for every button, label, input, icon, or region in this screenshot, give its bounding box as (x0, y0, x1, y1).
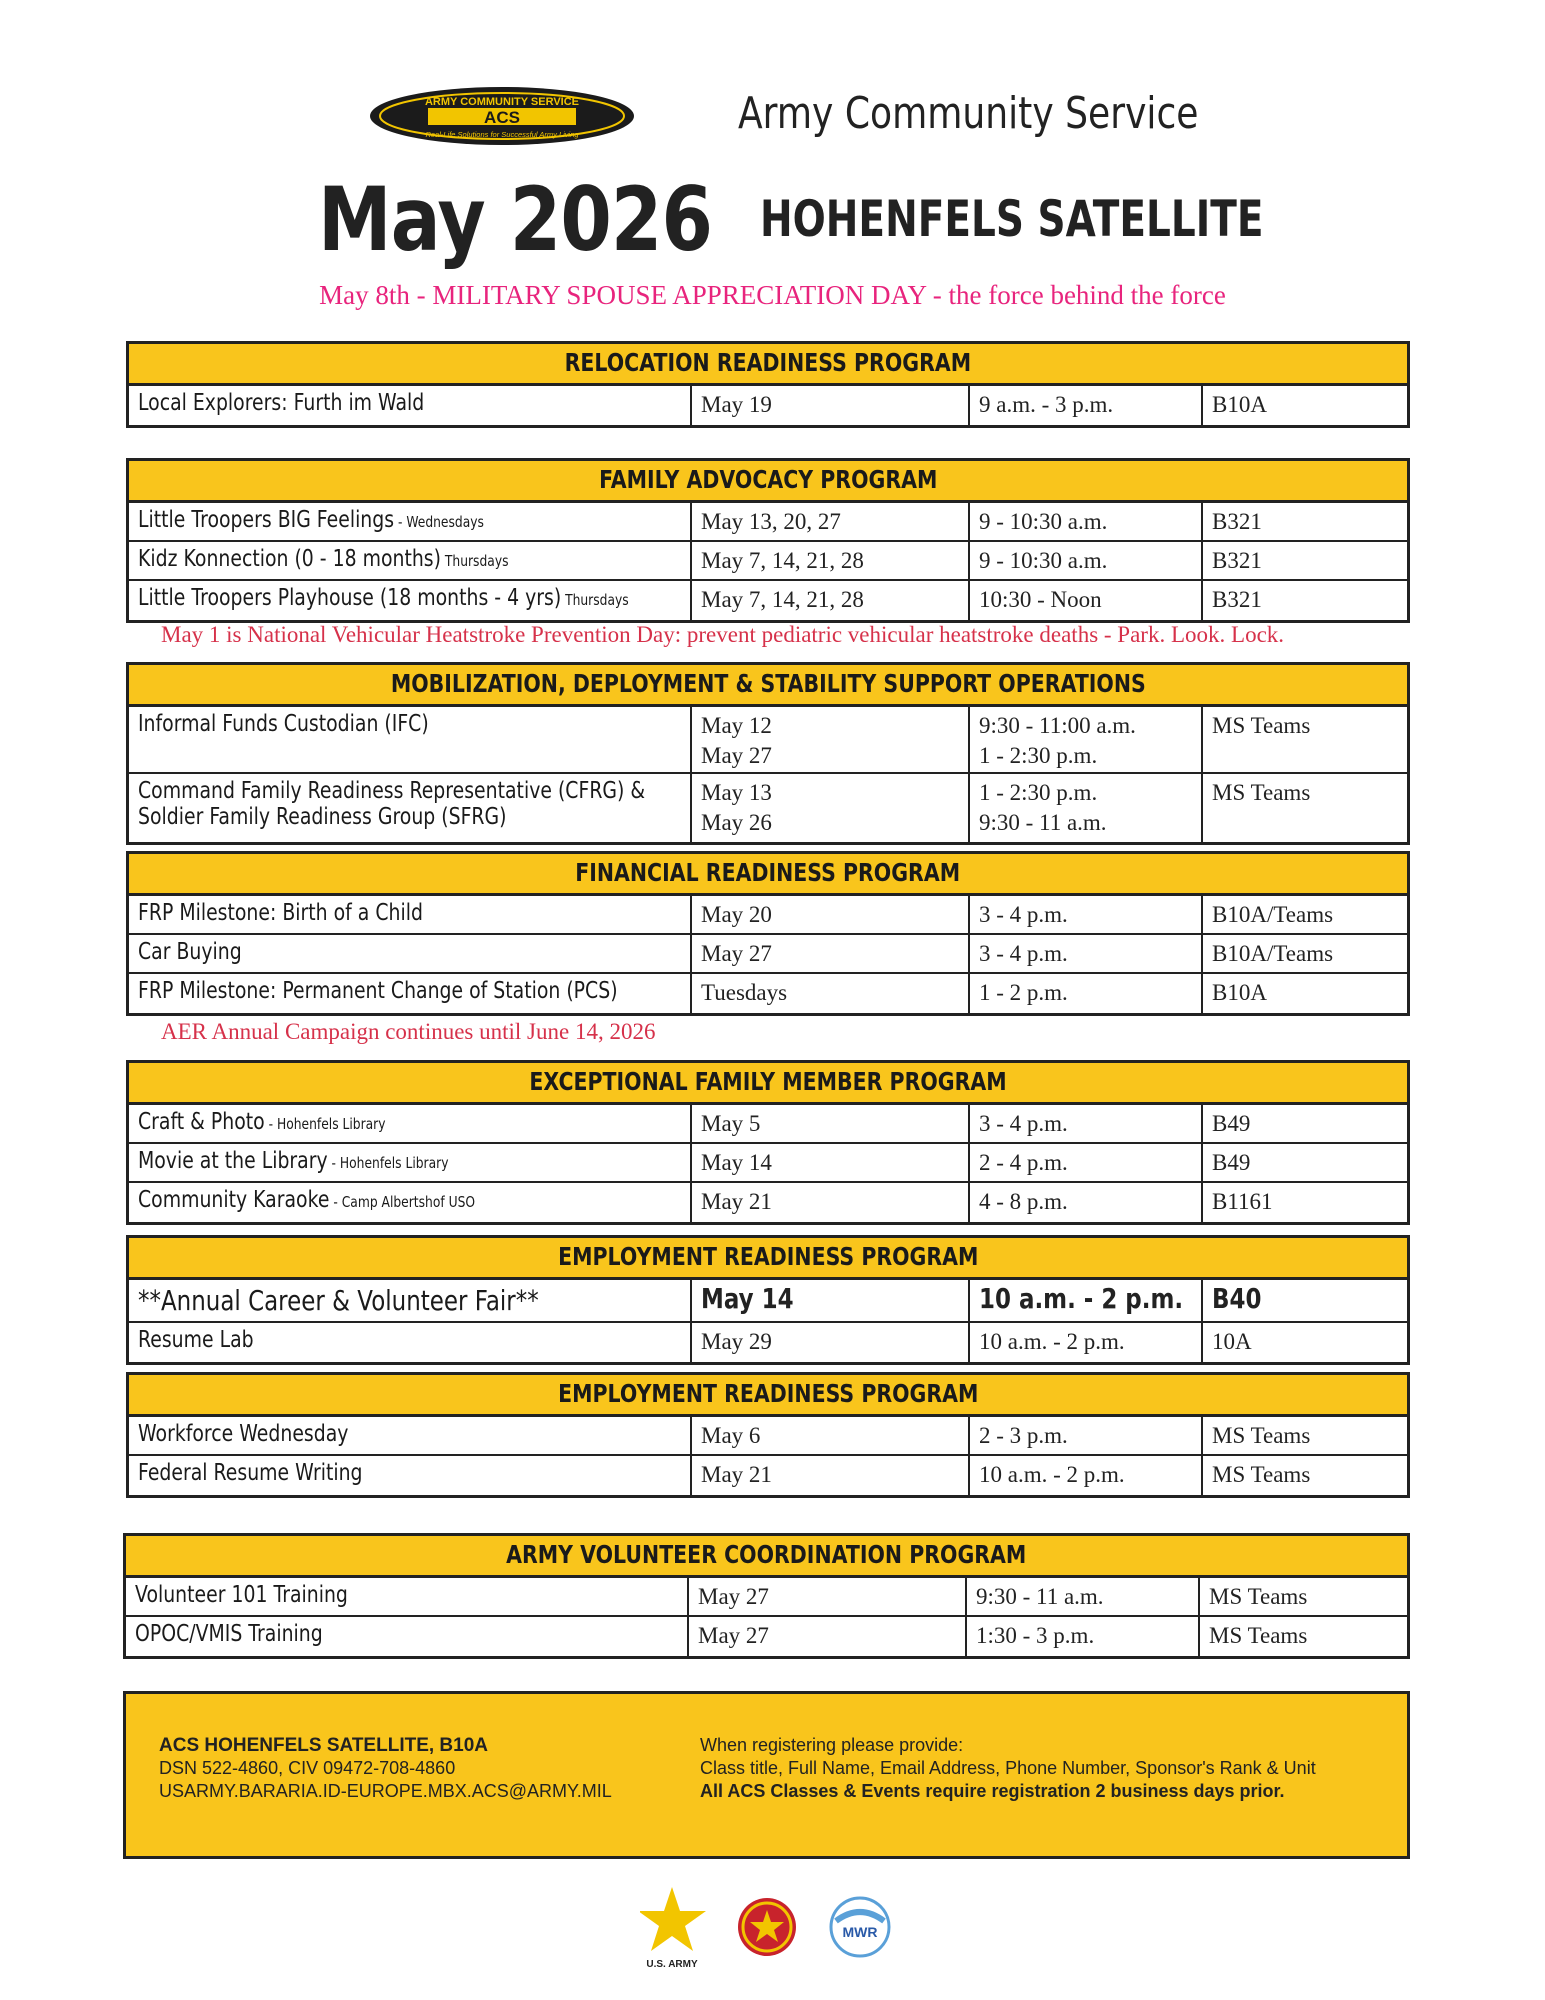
date-cell: May 27 (689, 1617, 967, 1656)
date-cell: May 21 (692, 1456, 970, 1495)
table-row (129, 1280, 1407, 1323)
table-row (129, 386, 1407, 425)
time-cell: 1 - 2:30 p.m. 9:30 - 11 a.m. (970, 774, 1203, 842)
event-cell: Volunteer 101 Training (126, 1578, 689, 1615)
email-address[interactable]: USARMY.BARARIA.ID-EUROPE.MBX.ACS@ARMY.MIL (159, 1781, 612, 1801)
table-row (129, 581, 1407, 620)
location-cell: MS Teams (1212, 1462, 1311, 1487)
date-cell: May 14 (692, 1144, 970, 1181)
family-advocacy-table (126, 458, 1410, 623)
location-cell: MS Teams (1212, 1423, 1311, 1448)
section-header: MOBILIZATION, DEPLOYMENT & STABILITY SUPPORT OPERATIONS (129, 665, 1407, 707)
logo-top-text: ARMY COMMUNITY SERVICE (424, 96, 580, 108)
table-row (129, 1456, 1407, 1495)
army-caption: U.S. ARMY (646, 1959, 698, 1970)
location-cell: B49 (1212, 1150, 1251, 1175)
financial-table (126, 851, 1410, 1016)
location-cell: B321 (1212, 509, 1262, 534)
table-row (126, 1578, 1407, 1617)
registration-block (700, 1734, 1316, 1803)
location-cell: B10A/Teams (1212, 902, 1334, 927)
register-fields: Class title, Full Name, Email Address, Phone Number, Sponsor's Rank & Unit (700, 1758, 1316, 1778)
mobilization-table (126, 662, 1410, 845)
event-cell: Craft & Photo - Hohenfels Library (129, 1105, 692, 1142)
office-name: ACS HOHENFELS SATELLITE, B10A (159, 1735, 489, 1756)
date-cell: May 12 May 27 (692, 707, 970, 772)
bottom-logos (640, 1885, 910, 2000)
table-row (129, 1323, 1407, 1362)
event-cell: Command Family Readiness Representative (CFRG) & Soldier Family Readiness Group (SFRG) (129, 774, 692, 842)
volunteer-table (123, 1533, 1410, 1659)
time-cell: 9:30 - 11:00 a.m. 1 - 2:30 p.m. (970, 707, 1203, 772)
event-cell: **Annual Career & Volunteer Fair** (129, 1280, 692, 1321)
event-cell: Federal Resume Writing (129, 1456, 692, 1495)
section-header: RELOCATION READINESS PROGRAM (129, 344, 1407, 386)
event-cell: Resume Lab (129, 1323, 692, 1362)
time-cell: 3 - 4 p.m. (970, 935, 1203, 972)
phone-numbers: DSN 522-4860, CIV 09472-708-4860 (159, 1758, 456, 1778)
time-cell: 10:30 - Noon (970, 581, 1203, 620)
event-cell: Little Troopers Playhouse (18 months - 4 yrs) Thursdays (129, 581, 692, 620)
imcom-crest-icon (738, 1898, 796, 1956)
time-cell: 3 - 4 p.m. (970, 896, 1203, 933)
aer-campaign-note: AER Annual Campaign continues until June 14, 2026 (161, 1019, 656, 1044)
time-cell: 1:30 - 3 p.m. (967, 1617, 1200, 1656)
mwr-logo-icon (831, 1898, 889, 1956)
date-cell: May 7, 14, 21, 28 (692, 581, 970, 620)
time-cell: 9 - 10:30 a.m. (970, 542, 1203, 579)
time-cell: 2 - 4 p.m. (970, 1144, 1203, 1181)
time-cell: 2 - 3 p.m. (970, 1417, 1203, 1454)
time-cell: 9:30 - 11 a.m. (967, 1578, 1200, 1615)
table-row (129, 896, 1407, 935)
time-cell: 9 - 10:30 a.m. (970, 503, 1203, 540)
time-cell: 9 a.m. - 3 p.m. (970, 386, 1203, 425)
time-cell: 1 - 2 p.m. (970, 974, 1203, 1013)
event-cell: Community Karaoke - Camp Albertshof USO (129, 1183, 692, 1222)
table-row (129, 1417, 1407, 1456)
table-row (129, 542, 1407, 581)
section-header: EXCEPTIONAL FAMILY MEMBER PROGRAM (129, 1063, 1407, 1105)
mwr-text: MWR (842, 1924, 878, 1940)
time-cell: 10 a.m. - 2 p.m. (970, 1456, 1203, 1495)
location-cell: B10A (1212, 980, 1267, 1005)
table-row (129, 503, 1407, 542)
date-cell: May 19 (692, 386, 970, 425)
location-cell: MS Teams (1212, 713, 1311, 738)
contact-footer (123, 1691, 1410, 1859)
table-row (129, 1183, 1407, 1222)
table-row (129, 974, 1407, 1013)
event-cell: Little Troopers BIG Feelings - Wednesdays (129, 503, 692, 540)
section-header: FINANCIAL READINESS PROGRAM (129, 854, 1407, 896)
event-cell: Movie at the Library - Hohenfels Library (129, 1144, 692, 1181)
org-title: Army Community Service (738, 88, 1199, 139)
employment-readiness-table-1 (126, 1235, 1410, 1365)
event-cell: OPOC/VMIS Training (126, 1617, 689, 1656)
time-cell: 10 a.m. - 2 p.m. (970, 1323, 1203, 1362)
heatstroke-note: May 1 is National Vehicular Heatstroke Prevention Day: prevent pediatric vehicular heatstroke deaths - Park. Look. Lock. (161, 622, 1285, 647)
event-cell: Informal Funds Custodian (IFC) (129, 707, 692, 772)
site-title: HOHENFELS SATELLITE (760, 190, 1264, 248)
section-header: EMPLOYMENT READINESS PROGRAM (129, 1375, 1407, 1417)
table-row (129, 1144, 1407, 1183)
table-row (129, 1105, 1407, 1144)
relocation-table (126, 341, 1410, 428)
contact-block (159, 1734, 612, 1803)
date-cell: May 6 (692, 1417, 970, 1454)
logo-acs-text: ACS (484, 108, 520, 127)
table-row (126, 1617, 1407, 1656)
event-cell: Local Explorers: Furth im Wald (129, 386, 692, 425)
register-rule: All ACS Classes & Events require registration 2 business days prior. (700, 1781, 1285, 1801)
date-cell: May 13 May 26 (692, 774, 970, 842)
event-cell: Car Buying (129, 935, 692, 972)
location-cell: B40 (1212, 1282, 1262, 1315)
spouse-appreciation-note: May 8th - MILITARY SPOUSE APPRECIATION DAY - the force behind the force (319, 280, 1226, 310)
date-cell: May 27 (692, 935, 970, 972)
event-cell: Kidz Konnection (0 - 18 months) Thursdays (129, 542, 692, 579)
location-cell: B321 (1212, 587, 1262, 612)
time-cell: 3 - 4 p.m. (970, 1105, 1203, 1142)
date-cell: May 29 (692, 1323, 970, 1362)
logo-tagline: Real-Life Solutions for Successful Army Living (425, 130, 579, 139)
table-row (129, 707, 1407, 774)
date-cell: May 14 (692, 1280, 970, 1321)
location-cell: 10A (1212, 1329, 1252, 1354)
date-cell: Tuesdays (692, 974, 970, 1013)
register-intro: When registering please provide: (700, 1735, 964, 1755)
location-cell: B10A/Teams (1212, 941, 1334, 966)
date-cell: May 5 (692, 1105, 970, 1142)
location-cell: B10A (1212, 392, 1267, 417)
date-cell: May 13, 20, 27 (692, 503, 970, 540)
section-header: FAMILY ADVOCACY PROGRAM (129, 461, 1407, 503)
section-header: EMPLOYMENT READINESS PROGRAM (129, 1238, 1407, 1280)
month-title: May 2026 (318, 168, 713, 271)
date-cell: May 21 (692, 1183, 970, 1222)
location-cell: MS Teams (1209, 1623, 1308, 1648)
acs-logo (368, 85, 636, 147)
event-cell: Workforce Wednesday (129, 1417, 692, 1454)
time-cell: 10 a.m. - 2 p.m. (970, 1280, 1203, 1321)
location-cell: B49 (1212, 1111, 1251, 1136)
date-cell: May 27 (689, 1578, 967, 1615)
event-cell: FRP Milestone: Birth of a Child (129, 896, 692, 933)
location-cell: B1161 (1212, 1189, 1273, 1214)
time-cell: 4 - 8 p.m. (970, 1183, 1203, 1222)
efmp-table (126, 1060, 1410, 1225)
location-cell: MS Teams (1209, 1584, 1308, 1609)
table-row (129, 774, 1407, 842)
location-cell: MS Teams (1212, 780, 1311, 805)
date-cell: May 7, 14, 21, 28 (692, 542, 970, 579)
employment-readiness-table-2 (126, 1372, 1410, 1498)
location-cell: B321 (1212, 548, 1262, 573)
event-cell: FRP Milestone: Permanent Change of Station (PCS) (129, 974, 692, 1013)
army-star-icon (640, 1887, 706, 1970)
section-header: ARMY VOLUNTEER COORDINATION PROGRAM (126, 1536, 1407, 1578)
date-cell: May 20 (692, 896, 970, 933)
table-row (129, 935, 1407, 974)
